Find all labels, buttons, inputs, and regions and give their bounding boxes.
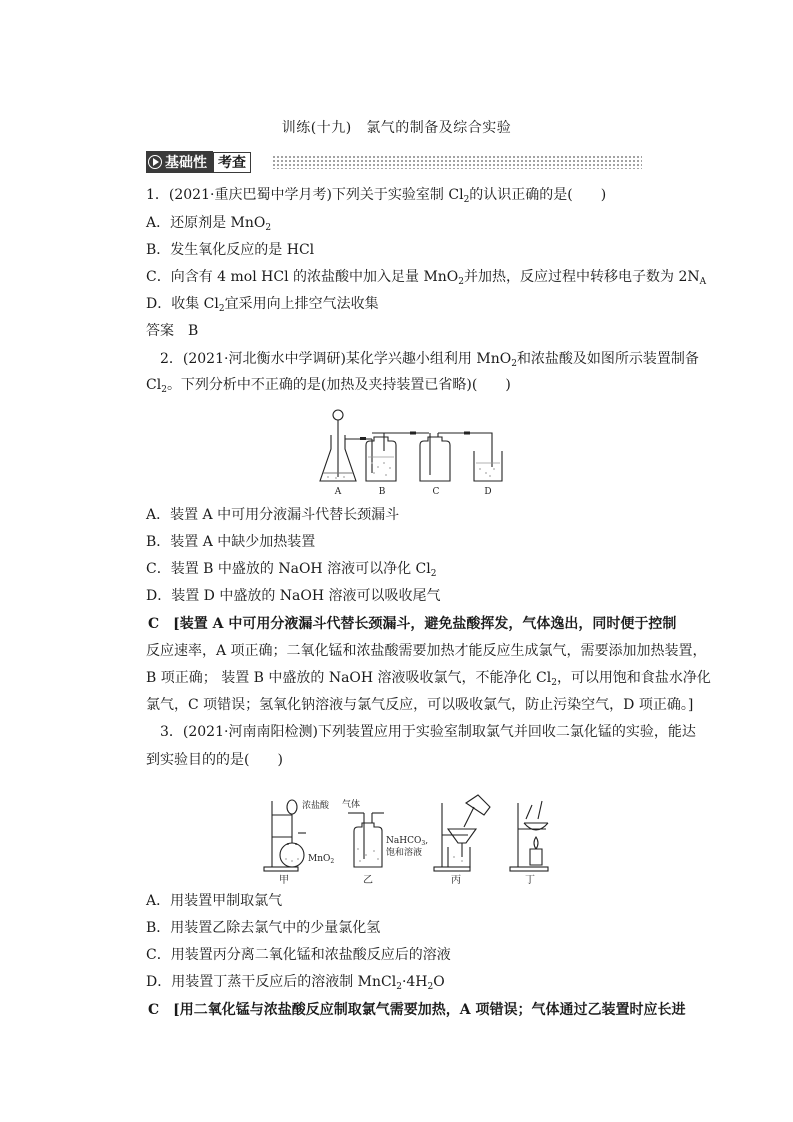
q2-option-a: A．装置 A 中可用分液漏斗代替长颈漏斗 bbox=[146, 507, 400, 523]
q3-option-d: D．用装置丁蒸干反应后的溶液制 $MnCl_2\cdot 4H_2O$ bbox=[146, 974, 445, 992]
q3-stem-line2: 到实验目的的是( ) bbox=[146, 752, 283, 768]
apparatus-figure-q2 bbox=[314, 405, 509, 497]
q2-option-c: C．装置 B 中盛放的 NaOH 溶液可以净化 $Cl_2$ bbox=[146, 561, 437, 579]
fig-text-saturated: 饱和溶液 bbox=[386, 848, 423, 858]
q2-explanation-line3: B 项正确； 装置 B 中盛放的 NaOH 溶液吸收氯气，不能净化 $Cl_2$，可以用饱和食盐水净化 bbox=[146, 670, 711, 688]
fig-text-nahco3: NaHCO$_3$, bbox=[386, 836, 429, 847]
fig-label-ding: 丁 bbox=[525, 875, 535, 885]
fig-label-yi: 乙 bbox=[363, 875, 373, 885]
fig-text-hcl: 浓盐酸 bbox=[302, 801, 330, 811]
dotted-rule bbox=[272, 155, 642, 169]
section-badge-primary bbox=[146, 151, 213, 173]
q1-option-b: B．发生氧化反应的是 HCl bbox=[146, 242, 315, 258]
q3-explanation-line1: C [用二氧化锰与浓盐酸反应制取氯气需要加热，A 项错误；气体通过乙装置时应长进 bbox=[148, 1002, 686, 1018]
fig-label-c: C bbox=[432, 487, 440, 497]
q1-stem: 1．(2021·重庆巴蜀中学月考)下列关于实验室制 $Cl_2$的认识正确的是( ) bbox=[146, 187, 607, 205]
q3-option-a: A．用装置甲制取氯气 bbox=[146, 893, 283, 909]
q1-option-c: C．向含有 4 mol HCl 的浓盐酸中加入足量 MnO$_2$并加热，反应过程中转移电子数为 $2N_A$ bbox=[146, 269, 707, 287]
fig-label-b: B bbox=[378, 487, 386, 497]
q2-explanation-line2: 反应速率，A 项正确；二氧化锰和浓盐酸需要加热才能反应生成氯气，需要添加加热装置， bbox=[146, 643, 707, 659]
q2-option-d: D．装置 D 中盛放的 NaOH 溶液可以吸收尾气 bbox=[146, 588, 441, 604]
q2-explanation-line4: 氯气，C 项错误；氢氧化钠溶液与氯气反应，可以吸收氯气，防止污染空气，D 项正确。] bbox=[146, 697, 694, 713]
fig-label-bing: 丙 bbox=[451, 875, 461, 885]
q3-stem-line1: 3．(2021·河南南阳检测)下列装置应用于实验室制取氯气并回收二氯化锰的实验，能达 bbox=[160, 724, 696, 740]
q2-explanation-line1: C [装置 A 中可用分液漏斗代替长颈漏斗，避免盐酸挥发，气体逸出，同时便于控制 bbox=[148, 616, 677, 632]
q1-answer: 答案 B bbox=[146, 323, 199, 339]
fig-label-a: A bbox=[334, 487, 342, 497]
play-icon bbox=[148, 155, 162, 169]
q2-stem-line2: $Cl_2$。下列分析中不正确的是(加热及夹持装置已省略)( ) bbox=[146, 377, 511, 395]
section-badge bbox=[146, 151, 251, 173]
section-badge-label: 基础性 bbox=[165, 155, 207, 171]
q3-option-c: C．用装置丙分离二氧化锰和浓盐酸反应后的溶液 bbox=[146, 947, 451, 963]
page-title: 训练(十九) 氯气的制备及综合实验 bbox=[281, 120, 512, 136]
q1-option-d: D．收集 $Cl_2$宜采用向上排空气法收集 bbox=[146, 296, 379, 314]
fig-text-gas: 气体 bbox=[342, 800, 361, 810]
q3-option-b: B．用装置乙除去氯气中的少量氯化氢 bbox=[146, 920, 381, 936]
q2-option-b: B．装置 A 中缺少加热装置 bbox=[146, 534, 316, 550]
fig-label-jia: 甲 bbox=[279, 875, 289, 885]
q1-option-a: A．还原剂是 MnO$_2$ bbox=[146, 215, 272, 233]
fig-label-d: D bbox=[484, 487, 492, 497]
apparatus-figure-q3 bbox=[262, 793, 562, 885]
fig-text-mno2: MnO$_2$ bbox=[308, 854, 335, 865]
q2-stem-line1: 2．(2021·河北衡水中学调研)某化学兴趣小组利用 MnO$_2$和浓盐酸及如图所示装置制备 bbox=[160, 351, 699, 369]
section-badge-secondary: 考查 bbox=[213, 152, 251, 173]
